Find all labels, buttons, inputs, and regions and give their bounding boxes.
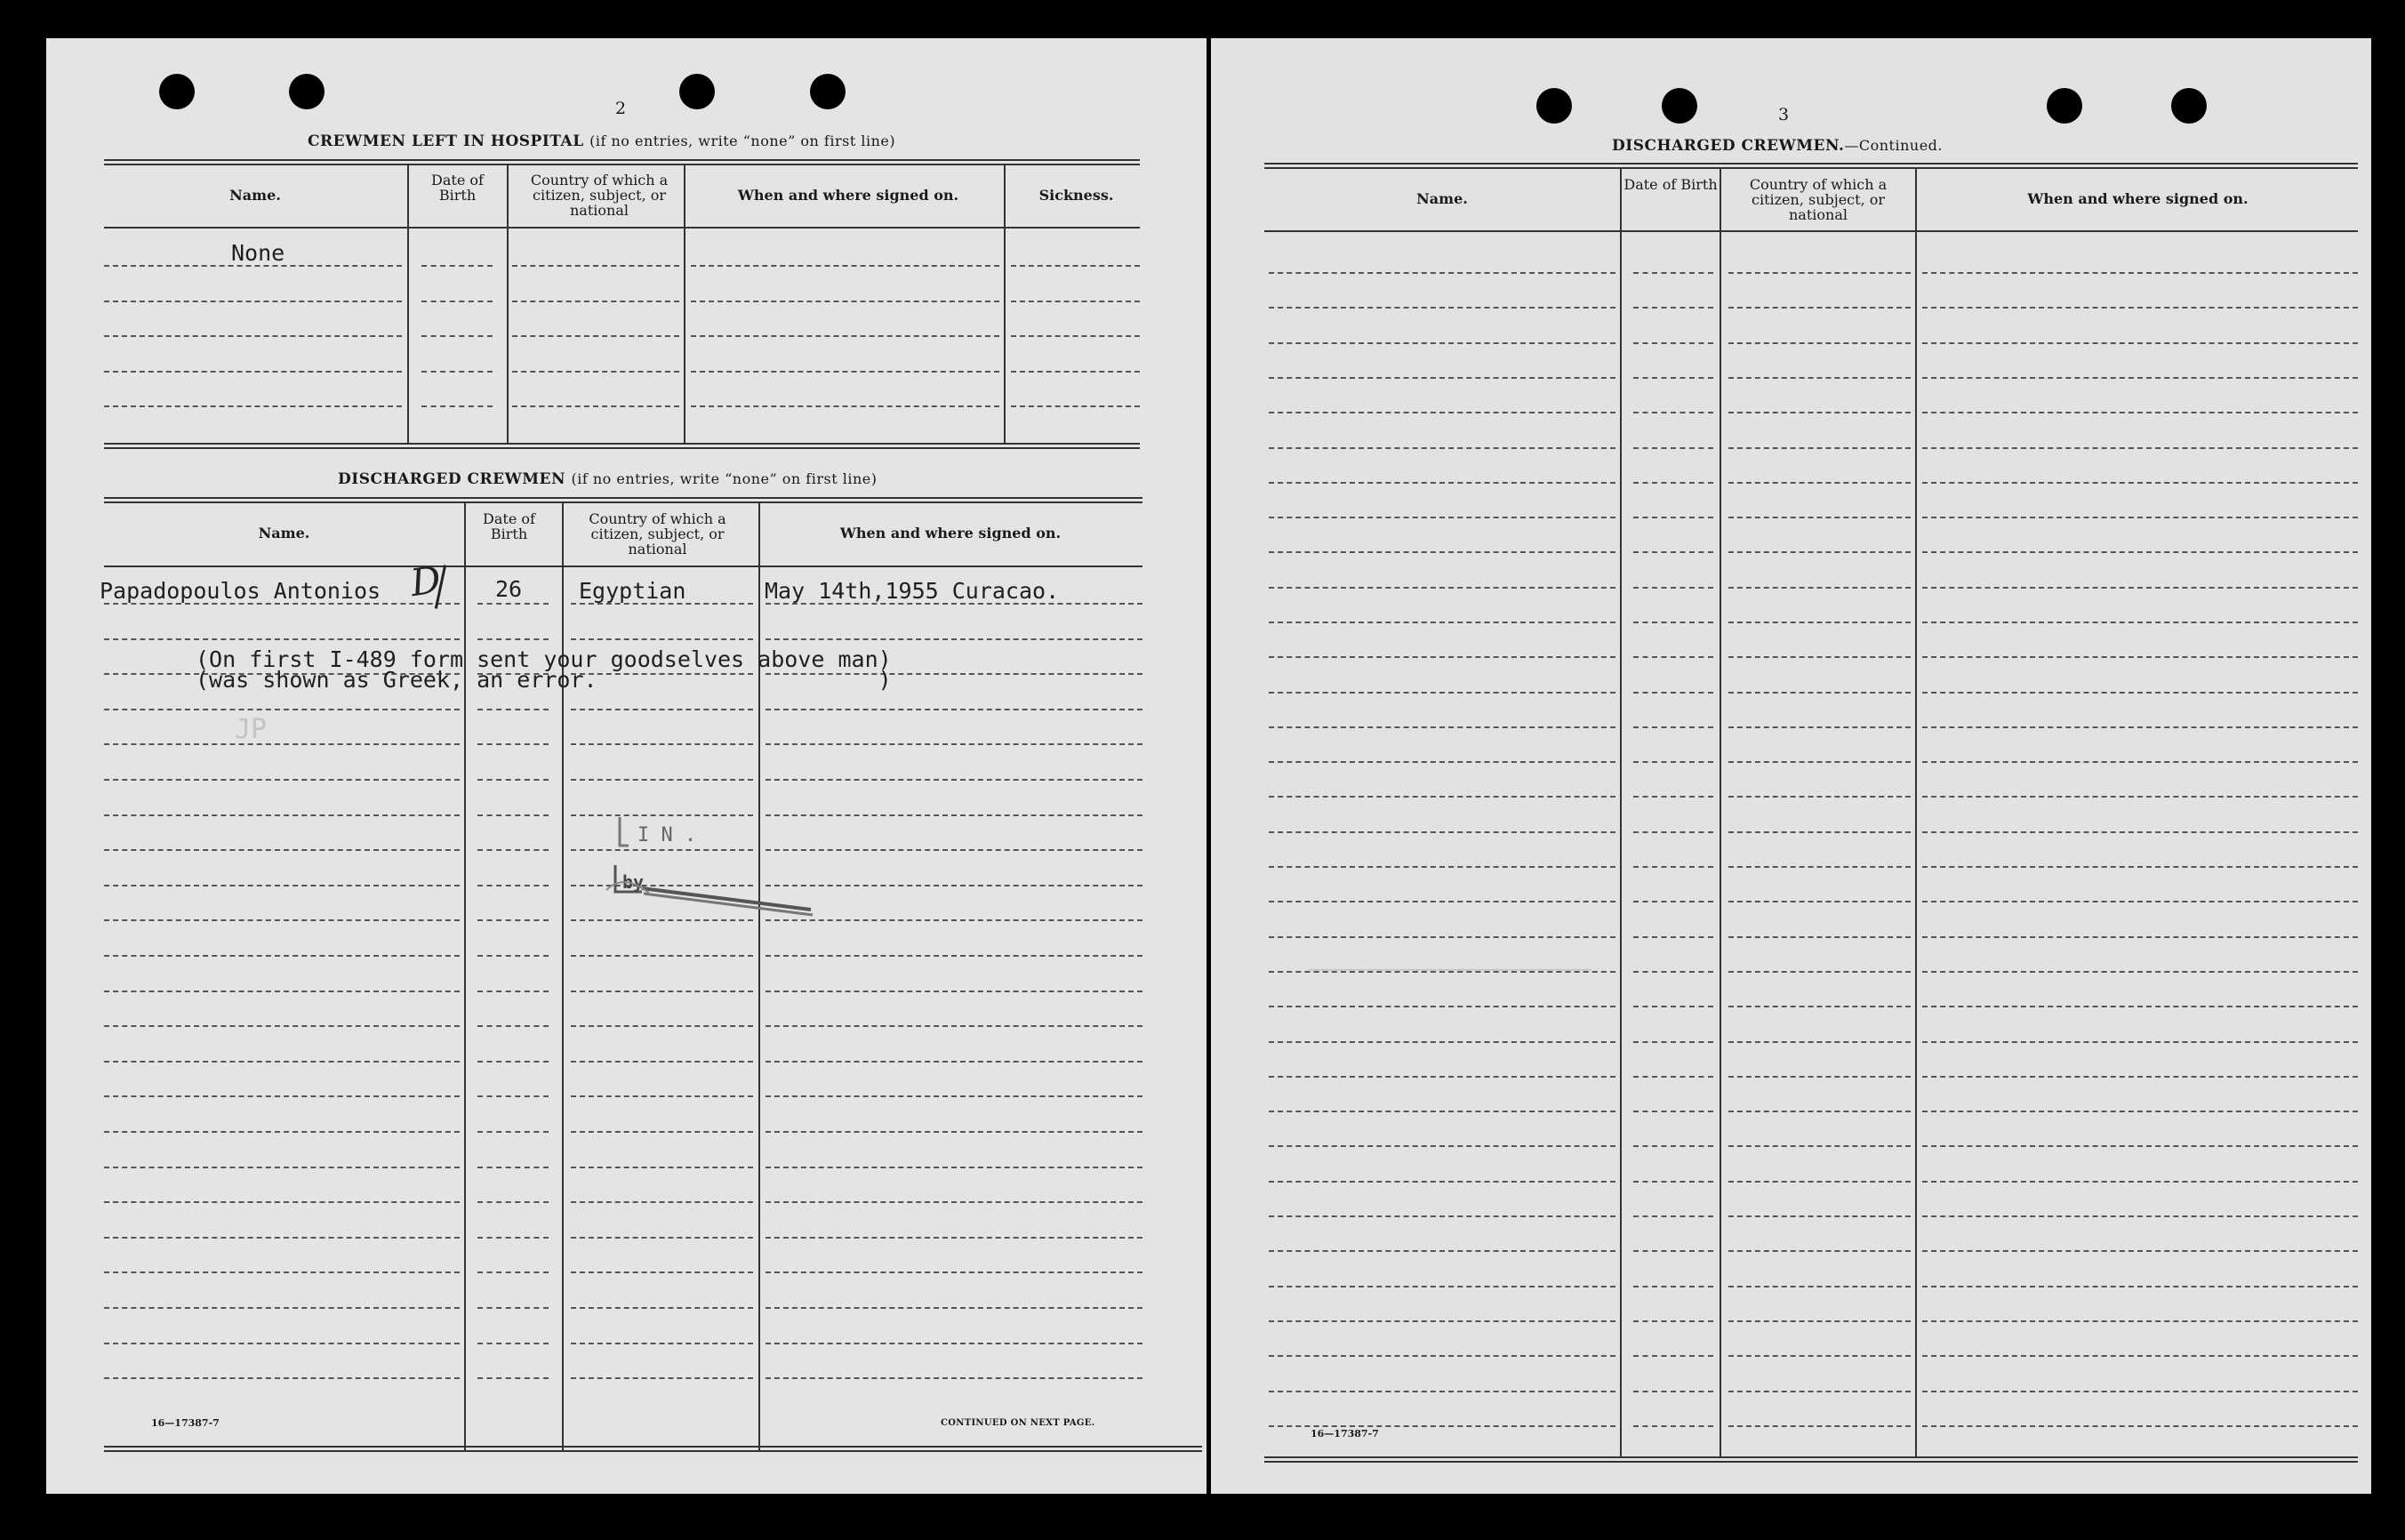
column-divider — [1620, 169, 1622, 1458]
ruled-line — [1922, 656, 2358, 658]
ruled-line — [1633, 796, 1713, 798]
ruled-line — [104, 885, 460, 886]
ruled-line — [1728, 656, 1911, 658]
ruled-line — [691, 265, 999, 267]
ruled-line — [1011, 301, 1140, 302]
header-rule — [1264, 230, 2358, 232]
ruled-line — [1269, 1355, 1615, 1357]
ruled-line — [1269, 1425, 1615, 1427]
ruled-line — [104, 1271, 460, 1273]
ruled-line — [1633, 936, 1713, 938]
ruled-line — [1728, 1041, 1911, 1043]
left-page — [46, 38, 1207, 1494]
ruled-line — [104, 1131, 460, 1133]
ruled-line — [1728, 726, 1911, 728]
remark-line-1: (On first I-489 form sent your goodselves above man) — [196, 646, 892, 672]
ruled-line — [477, 919, 549, 921]
ruled-line — [1922, 1076, 2358, 1078]
column-header-signed-on: When and where signed on. — [839, 525, 1062, 541]
column-header-signed-on: When and where signed on. — [2027, 190, 2249, 207]
ruled-line — [1728, 796, 1911, 798]
ruled-line — [104, 849, 460, 851]
punch-hole — [289, 74, 325, 109]
svg-text:I N .: I N . — [637, 824, 697, 846]
ruled-line — [1633, 761, 1713, 763]
ruled-line — [1269, 377, 1615, 379]
ruled-line — [477, 1095, 549, 1097]
column-divider — [562, 503, 564, 1450]
ruled-line — [512, 301, 679, 302]
ruled-line — [477, 1025, 549, 1027]
page-number: 2 — [615, 99, 627, 118]
ruled-line — [477, 849, 549, 851]
ruled-line — [1269, 622, 1615, 623]
form-number: 16—17387-7 — [151, 1417, 220, 1429]
ruled-line — [571, 991, 753, 992]
column-header-name: Name. — [229, 187, 281, 204]
ruled-line — [691, 301, 999, 302]
ruled-line — [104, 919, 460, 921]
ruled-line — [1922, 1215, 2358, 1217]
ruled-line — [104, 1201, 460, 1203]
ruled-line — [1269, 1076, 1615, 1078]
ruled-line — [1922, 1181, 2358, 1183]
ruled-line — [1728, 1111, 1911, 1112]
punch-hole — [679, 74, 715, 109]
ruled-line — [1633, 1145, 1713, 1147]
column-header-country: Country of which a citizen, subject, or national — [1749, 176, 1888, 223]
ruled-line — [1728, 447, 1911, 449]
continued-note: CONTINUED ON NEXT PAGE. — [941, 1418, 1095, 1428]
column-header-country: Country of which a citizen, subject, or national — [589, 510, 726, 557]
ruled-line — [766, 1271, 1142, 1273]
ruled-line — [1633, 866, 1713, 868]
ruled-line — [1011, 265, 1140, 267]
column-header-country: Country of which a citizen, subject, or national — [530, 172, 669, 219]
ruled-line — [1633, 412, 1713, 413]
ruled-line — [1922, 1286, 2358, 1287]
ruled-line — [477, 709, 549, 710]
remark-line-2: (was shown as Greek, an error. ) — [196, 667, 892, 693]
column-divider — [1720, 169, 1721, 1458]
ruled-line — [1728, 1215, 1911, 1217]
ruled-line — [571, 1131, 753, 1133]
ruled-line — [512, 405, 679, 407]
ruled-line — [1922, 412, 2358, 413]
ruled-line — [104, 1307, 460, 1309]
ruled-line — [1269, 1111, 1615, 1112]
ruled-line — [1269, 1286, 1615, 1287]
ruled-line — [1728, 1181, 1911, 1183]
ruled-line — [477, 1237, 549, 1239]
ruled-line — [1633, 971, 1713, 973]
ruled-line — [1269, 1215, 1615, 1217]
ruled-line — [477, 743, 549, 745]
discharged-section-title: DISCHARGED CREWMEN (if no entries, write “none” on first line) — [338, 470, 878, 488]
ruled-line — [1633, 482, 1713, 484]
ruled-line — [1728, 1320, 1911, 1322]
ruled-line — [766, 1025, 1142, 1027]
ruled-line — [1728, 1076, 1911, 1078]
ruled-line — [1269, 342, 1615, 344]
ruled-line — [766, 1343, 1142, 1344]
ruled-line — [1728, 1355, 1911, 1357]
ruled-line — [1728, 517, 1911, 518]
ruled-line — [766, 1237, 1142, 1239]
ruled-line — [1728, 692, 1911, 694]
header-rule — [104, 227, 1140, 229]
ruled-line — [1269, 447, 1615, 449]
ruled-line — [691, 405, 999, 407]
column-header-name: Name. — [1416, 190, 1468, 207]
ruled-line — [1269, 272, 1615, 274]
table-top-rule — [1264, 163, 2358, 169]
ruled-line — [571, 1201, 753, 1203]
ruled-line — [1922, 1425, 2358, 1427]
hospital-section-title: CREWMEN LEFT IN HOSPITAL (if no entries, write “none” on first line) — [308, 132, 896, 150]
table-bottom-rule — [1264, 1456, 2358, 1463]
column-header-birth: Date of Birth — [431, 172, 484, 204]
ruled-line — [104, 371, 402, 373]
column-divider — [684, 165, 685, 443]
ruled-line — [104, 991, 460, 992]
ruled-line — [571, 955, 753, 957]
svg-text:by: by — [622, 871, 645, 893]
ruled-line — [1633, 551, 1713, 553]
ruled-line — [1728, 622, 1911, 623]
ruled-line — [571, 1095, 753, 1097]
page-number: 3 — [1778, 105, 1790, 124]
ruled-line — [766, 1377, 1142, 1379]
ruled-line — [1269, 587, 1615, 589]
ruled-line — [477, 1271, 549, 1273]
ruled-line — [1633, 656, 1713, 658]
ruled-line — [1269, 761, 1615, 763]
ruled-line — [1633, 377, 1713, 379]
ruled-line — [1728, 1006, 1911, 1007]
ruled-line — [571, 709, 753, 710]
ruled-line — [1269, 1391, 1615, 1392]
ruled-line — [104, 638, 460, 640]
column-divider — [464, 503, 466, 1450]
punch-hole — [2171, 88, 2207, 124]
ruled-line — [1269, 412, 1615, 413]
ruled-line — [1633, 272, 1713, 274]
ruled-line — [1922, 1111, 2358, 1112]
ruled-line — [477, 1201, 549, 1203]
ruled-line — [1269, 831, 1615, 833]
ruled-line — [766, 1201, 1142, 1203]
column-divider — [407, 165, 409, 443]
ruled-line — [104, 1377, 460, 1379]
ruled-line — [477, 1307, 549, 1309]
ruled-line — [104, 335, 402, 337]
ruled-line — [1922, 517, 2358, 518]
ruled-line — [1728, 587, 1911, 589]
ruled-line — [766, 1131, 1142, 1133]
ruled-line — [1728, 307, 1911, 309]
ruled-line — [1633, 587, 1713, 589]
ruled-line — [571, 1025, 753, 1027]
ruled-line — [477, 638, 549, 640]
ruled-line — [1922, 622, 2358, 623]
ruled-line — [1011, 405, 1140, 407]
faint-stamp-mark: JP — [235, 714, 268, 745]
entry-country: Egyptian — [579, 578, 686, 604]
ruled-line — [1728, 377, 1911, 379]
ruled-line — [1269, 307, 1615, 309]
ruled-line — [766, 743, 1142, 745]
ruled-line — [571, 1307, 753, 1309]
ruled-line — [1633, 1425, 1713, 1427]
ruled-line — [104, 1095, 460, 1097]
punch-hole — [1536, 88, 1572, 124]
form-number: 16—17387-7 — [1311, 1428, 1379, 1440]
bleed-through-text: ———————————————————————— — [1309, 958, 1591, 981]
punch-hole — [1662, 88, 1697, 124]
table-top-rule — [104, 159, 1140, 165]
ruled-line — [766, 1307, 1142, 1309]
ruled-line — [1728, 1286, 1911, 1287]
ruled-line — [1922, 551, 2358, 553]
ruled-line — [1269, 796, 1615, 798]
ruled-line — [104, 709, 460, 710]
hospital-entry-none: None — [231, 240, 285, 266]
ruled-line — [766, 991, 1142, 992]
table-bottom-rule — [104, 1446, 1202, 1452]
punch-hole — [810, 74, 846, 109]
ruled-line — [477, 779, 549, 781]
ruled-line — [1633, 1111, 1713, 1112]
ruled-line — [477, 1377, 549, 1379]
ruled-line — [766, 955, 1142, 957]
ruled-line — [421, 301, 493, 302]
ruled-line — [1728, 761, 1911, 763]
ruled-line — [691, 335, 999, 337]
column-header-birth: Date of Birth — [1623, 176, 1718, 193]
ruled-line — [1922, 971, 2358, 973]
ruled-line — [1269, 1006, 1615, 1007]
ruled-line — [1633, 1355, 1713, 1357]
ruled-line — [1728, 412, 1911, 413]
ruled-line — [1728, 831, 1911, 833]
ruled-line — [1922, 1391, 2358, 1392]
ruled-line — [1922, 692, 2358, 694]
column-header-sickness: Sickness. — [1038, 187, 1114, 204]
ruled-line — [1011, 335, 1140, 337]
ruled-line — [1633, 901, 1713, 902]
column-header-name: Name. — [258, 525, 310, 541]
ruled-line — [104, 1237, 460, 1239]
table-bottom-rule — [104, 443, 1140, 449]
ruled-line — [104, 405, 402, 407]
ruled-line — [571, 1343, 753, 1344]
ruled-line — [1269, 726, 1615, 728]
ruled-line — [1633, 1215, 1713, 1217]
ruled-line — [1922, 866, 2358, 868]
ruled-line — [571, 1377, 753, 1379]
ruled-line — [477, 955, 549, 957]
column-divider — [758, 503, 760, 1450]
ruled-line — [1728, 1425, 1911, 1427]
ruled-line — [104, 1061, 460, 1063]
ruled-line — [1269, 936, 1615, 938]
ruled-line — [1269, 551, 1615, 553]
ruled-line — [1269, 1145, 1615, 1147]
ruled-line — [1633, 517, 1713, 518]
ruled-line — [104, 1025, 460, 1027]
ruled-line — [477, 1167, 549, 1168]
ruled-line — [1633, 1181, 1713, 1183]
ruled-line — [1269, 517, 1615, 518]
ruled-line — [571, 638, 753, 640]
ruled-line — [1269, 1041, 1615, 1043]
ruled-line — [1633, 622, 1713, 623]
ruled-line — [1728, 272, 1911, 274]
handwritten-mark: D — [407, 557, 444, 606]
ruled-line — [104, 1343, 460, 1344]
ruled-line — [1922, 342, 2358, 344]
column-divider — [1915, 169, 1917, 1458]
ruled-line — [477, 814, 549, 816]
ruled-line — [1728, 342, 1911, 344]
ruled-line — [691, 371, 999, 373]
ruled-line — [1922, 901, 2358, 902]
ruled-line — [1633, 726, 1713, 728]
ruled-line — [1922, 1320, 2358, 1322]
ruled-line — [1922, 796, 2358, 798]
ruled-line — [766, 779, 1142, 781]
ruled-line — [571, 779, 753, 781]
ruled-line — [477, 1061, 549, 1063]
ruled-line — [1633, 1006, 1713, 1007]
ruled-line — [104, 743, 460, 745]
ruled-line — [1728, 936, 1911, 938]
discharged-continued-title: DISCHARGED CREWMEN.—Continued. — [1612, 137, 1944, 155]
ruled-line — [1633, 692, 1713, 694]
ruled-line — [421, 405, 493, 407]
ruled-line — [571, 1271, 753, 1273]
ruled-line — [421, 335, 493, 337]
ruled-line — [1728, 551, 1911, 553]
ruled-line — [1633, 1391, 1713, 1392]
ruled-line — [1011, 371, 1140, 373]
ruled-line — [571, 743, 753, 745]
ruled-line — [571, 1167, 753, 1168]
ruled-line — [1922, 272, 2358, 274]
ruled-line — [571, 1237, 753, 1239]
ruled-line — [1633, 1320, 1713, 1322]
ruled-line — [1633, 447, 1713, 449]
punch-hole — [2047, 88, 2082, 124]
ruled-line — [1633, 1250, 1713, 1252]
ruled-line — [1269, 482, 1615, 484]
ruled-line — [512, 371, 679, 373]
ruled-line — [477, 603, 549, 605]
entry-signed-on: May 14th,1955 Curacao. — [765, 578, 1060, 604]
ruled-line — [477, 885, 549, 886]
ruled-line — [766, 1095, 1142, 1097]
ruled-line — [1269, 656, 1615, 658]
ruled-line — [1269, 901, 1615, 902]
ruled-line — [1922, 936, 2358, 938]
ruled-line — [1728, 1391, 1911, 1392]
ruled-line — [1269, 1250, 1615, 1252]
ruled-line — [104, 1167, 460, 1168]
column-header-signed-on: When and where signed on. — [737, 187, 959, 204]
ruled-line — [1922, 726, 2358, 728]
ruled-line — [1922, 377, 2358, 379]
ruled-line — [1922, 1006, 2358, 1007]
right-page — [1211, 38, 2371, 1494]
ruled-line — [1269, 1320, 1615, 1322]
ruled-line — [1922, 1145, 2358, 1147]
ruled-line — [477, 991, 549, 992]
ruled-line — [1728, 901, 1911, 902]
ruled-line — [421, 371, 493, 373]
ruled-line — [1922, 307, 2358, 309]
ruled-line — [1633, 1041, 1713, 1043]
header-rule — [104, 565, 1142, 567]
ruled-line — [1728, 482, 1911, 484]
column-header-birth: Date of Birth — [483, 510, 535, 542]
ruled-line — [104, 301, 402, 302]
ruled-line — [571, 1061, 753, 1063]
ruled-line — [766, 1167, 1142, 1168]
ruled-line — [1633, 1286, 1713, 1287]
table-top-rule — [104, 497, 1142, 503]
ruled-line — [1922, 1041, 2358, 1043]
column-divider — [1004, 165, 1006, 443]
ruled-line — [1728, 971, 1911, 973]
ruled-line — [104, 779, 460, 781]
ruled-line — [1269, 692, 1615, 694]
ruled-line — [766, 638, 1142, 640]
ruled-line — [766, 1061, 1142, 1063]
ruled-line — [1728, 1145, 1911, 1147]
ruled-line — [1922, 482, 2358, 484]
ruled-line — [1922, 1355, 2358, 1357]
ruled-line — [1728, 1250, 1911, 1252]
ruled-line — [1269, 1181, 1615, 1183]
ruled-line — [104, 814, 460, 816]
ruled-line — [1633, 342, 1713, 344]
entry-birth: 26 — [495, 576, 523, 602]
ruled-line — [104, 955, 460, 957]
ruled-line — [1922, 587, 2358, 589]
ruled-line — [1633, 1076, 1713, 1078]
stamp-impression — [589, 810, 855, 934]
ruled-line — [1922, 761, 2358, 763]
ruled-line — [1922, 447, 2358, 449]
ruled-line — [477, 1343, 549, 1344]
ruled-line — [512, 265, 679, 267]
ruled-line — [766, 709, 1142, 710]
ruled-line — [1633, 831, 1713, 833]
ruled-line — [1922, 831, 2358, 833]
ruled-line — [1269, 866, 1615, 868]
ruled-line — [477, 1131, 549, 1133]
ruled-line — [1728, 866, 1911, 868]
column-divider — [507, 165, 509, 443]
ruled-line — [1922, 1250, 2358, 1252]
ruled-line — [1633, 307, 1713, 309]
entry-name: Papadopoulos Antonios — [100, 578, 381, 604]
punch-hole — [159, 74, 195, 109]
ruled-line — [512, 335, 679, 337]
ruled-line — [421, 265, 493, 267]
